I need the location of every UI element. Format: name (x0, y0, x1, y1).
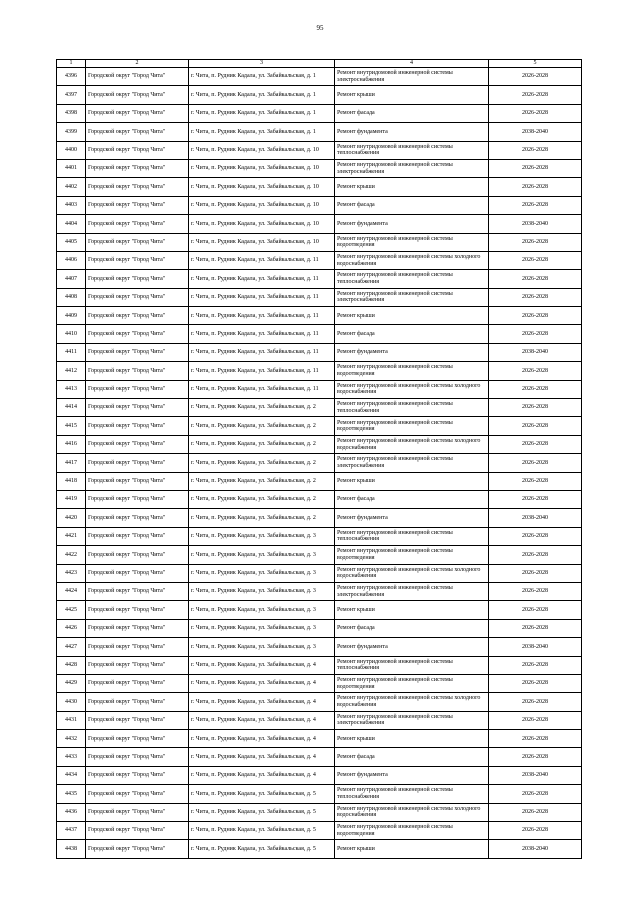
municipality-cell: Городской округ "Город Чита" (86, 159, 189, 177)
period-cell: 2026-2028 (489, 674, 582, 692)
work-type-cell: Ремонт внутридомовой инженерной системы электроснабжения (335, 68, 489, 86)
work-type-cell: Ремонт внутридомовой инженерной системы теплоснабжения (335, 785, 489, 803)
row-number-cell: 4437 (57, 822, 86, 840)
table-row (57, 674, 582, 692)
period-cell: 2026-2028 (489, 141, 582, 159)
work-type-cell: Ремонт внутридомовой инженерной системы электроснабжения (335, 288, 489, 306)
row-number-cell: 4438 (57, 840, 86, 858)
municipality-cell: Городской округ "Город Чита" (86, 619, 189, 637)
row-number-cell: 4426 (57, 619, 86, 637)
municipality-cell: Городской округ "Город Чита" (86, 435, 189, 453)
municipality-cell: Городской округ "Город Чита" (86, 123, 189, 141)
row-number-cell: 4396 (57, 68, 86, 86)
row-number-cell: 4415 (57, 417, 86, 435)
row-number-cell: 4432 (57, 730, 86, 748)
row-number-cell: 4416 (57, 435, 86, 453)
row-number-cell: 4402 (57, 178, 86, 196)
column-number-header: 1 (57, 60, 86, 68)
row-number-cell: 4399 (57, 123, 86, 141)
work-type-cell: Ремонт внутридомовой инженерной системы теплоснабжения (335, 399, 489, 417)
municipality-cell: Городской округ "Город Чита" (86, 380, 189, 398)
table-row (57, 766, 582, 784)
municipality-cell: Городской округ "Город Чита" (86, 196, 189, 214)
municipality-cell: Городской округ "Город Чита" (86, 178, 189, 196)
address-cell: г. Чита, п. Рудник Кадала, ул. Забайкальская, д. 4 (189, 711, 335, 729)
period-cell: 2038-2040 (489, 840, 582, 858)
work-type-cell: Ремонт крыши (335, 601, 489, 619)
municipality-cell: Городской округ "Город Чита" (86, 656, 189, 674)
row-number-cell: 4435 (57, 785, 86, 803)
period-cell: 2026-2028 (489, 803, 582, 821)
work-type-cell: Ремонт внутридомовой инженерной системы водоотведения (335, 546, 489, 564)
period-header: 5 (489, 60, 582, 68)
period-cell: 2038-2040 (489, 343, 582, 361)
row-number-cell: 4423 (57, 564, 86, 582)
period-cell: 2026-2028 (489, 288, 582, 306)
work-type-cell: Ремонт фасада (335, 196, 489, 214)
address-cell: г. Чита, п. Рудник Кадала, ул. Забайкальская, д. 4 (189, 730, 335, 748)
row-number-cell: 4417 (57, 454, 86, 472)
address-cell: г. Чита, п. Рудник Кадала, ул. Забайкальская, д. 1 (189, 68, 335, 86)
municipality-cell: Городской округ "Город Чита" (86, 490, 189, 508)
municipality-cell: Городской округ "Город Чита" (86, 454, 189, 472)
address-cell: г. Чита, п. Рудник Кадала, ул. Забайкальская, д. 3 (189, 619, 335, 637)
table-row (57, 546, 582, 564)
address-cell: г. Чита, п. Рудник Кадала, ул. Забайкальская, д. 2 (189, 417, 335, 435)
period-cell: 2038-2040 (489, 123, 582, 141)
period-cell: 2026-2028 (489, 527, 582, 545)
address-cell: г. Чита, п. Рудник Кадала, ул. Забайкальская, д. 11 (189, 325, 335, 343)
table-body (57, 68, 582, 859)
address-cell: г. Чита, п. Рудник Кадала, ул. Забайкальская, д. 2 (189, 509, 335, 527)
period-cell: 2026-2028 (489, 601, 582, 619)
work-type-cell: Ремонт внутридомовой инженерной системы холодного водоснабжения (335, 435, 489, 453)
address-cell: г. Чита, п. Рудник Кадала, ул. Забайкальская, д. 1 (189, 104, 335, 122)
municipality-cell: Городской округ "Город Чита" (86, 803, 189, 821)
table-row (57, 343, 582, 361)
table-row (57, 325, 582, 343)
address-cell: г. Чита, п. Рудник Кадала, ул. Забайкальская, д. 3 (189, 582, 335, 600)
table-row (57, 564, 582, 582)
municipality-cell: Городской округ "Город Чита" (86, 343, 189, 361)
period-cell: 2026-2028 (489, 399, 582, 417)
period-cell: 2026-2028 (489, 656, 582, 674)
period-cell: 2038-2040 (489, 638, 582, 656)
period-cell: 2026-2028 (489, 472, 582, 490)
row-number-cell: 4400 (57, 141, 86, 159)
work-type-cell: Ремонт фасада (335, 748, 489, 766)
address-cell: г. Чита, п. Рудник Кадала, ул. Забайкальская, д. 2 (189, 490, 335, 508)
table-row (57, 490, 582, 508)
table-row (57, 178, 582, 196)
address-cell: г. Чита, п. Рудник Кадала, ул. Забайкальская, д. 4 (189, 656, 335, 674)
address-cell: г. Чита, п. Рудник Кадала, ул. Забайкальская, д. 10 (189, 233, 335, 251)
work-type-cell: Ремонт фасада (335, 619, 489, 637)
period-cell: 2038-2040 (489, 509, 582, 527)
address-cell: г. Чита, п. Рудник Кадала, ул. Забайкальская, д. 1 (189, 86, 335, 104)
municipality-cell: Городской округ "Город Чита" (86, 472, 189, 490)
municipality-cell: Городской округ "Город Чита" (86, 822, 189, 840)
municipality-cell: Городской округ "Город Чита" (86, 215, 189, 233)
municipality-cell: Городской округ "Город Чита" (86, 233, 189, 251)
table-row (57, 215, 582, 233)
address-header: 3 (189, 60, 335, 68)
period-cell: 2026-2028 (489, 435, 582, 453)
table-row (57, 656, 582, 674)
address-cell: г. Чита, п. Рудник Кадала, ул. Забайкальская, д. 10 (189, 141, 335, 159)
work-type-cell: Ремонт внутридомовой инженерной системы теплоснабжения (335, 141, 489, 159)
municipality-cell: Городской округ "Город Чита" (86, 288, 189, 306)
row-number-cell: 4407 (57, 270, 86, 288)
work-type-cell: Ремонт внутридомовой инженерной системы теплоснабжения (335, 527, 489, 545)
work-type-cell: Ремонт внутридомовой инженерной системы холодного водоснабжения (335, 251, 489, 269)
table-row (57, 711, 582, 729)
period-cell: 2026-2028 (489, 68, 582, 86)
address-cell: г. Чита, п. Рудник Кадала, ул. Забайкальская, д. 11 (189, 251, 335, 269)
table-row (57, 454, 582, 472)
period-cell: 2026-2028 (489, 546, 582, 564)
address-cell: г. Чита, п. Рудник Кадала, ул. Забайкальская, д. 2 (189, 399, 335, 417)
work-type-cell: Ремонт внутридомовой инженерной системы водоотведения (335, 674, 489, 692)
table-row (57, 196, 582, 214)
address-cell: г. Чита, п. Рудник Кадала, ул. Забайкальская, д. 4 (189, 766, 335, 784)
municipality-cell: Городской округ "Город Чита" (86, 104, 189, 122)
table-row (57, 159, 582, 177)
table-row (57, 123, 582, 141)
period-cell: 2026-2028 (489, 233, 582, 251)
address-cell: г. Чита, п. Рудник Кадала, ул. Забайкальская, д. 11 (189, 270, 335, 288)
work-type-cell: Ремонт внутридомовой инженерной системы электроснабжения (335, 711, 489, 729)
row-number-cell: 4398 (57, 104, 86, 122)
period-cell: 2026-2028 (489, 730, 582, 748)
table-row (57, 582, 582, 600)
municipality-cell: Городской округ "Город Чита" (86, 417, 189, 435)
work-type-cell: Ремонт фундамента (335, 343, 489, 361)
period-cell: 2026-2028 (489, 785, 582, 803)
address-cell: г. Чита, п. Рудник Кадала, ул. Забайкальская, д. 5 (189, 822, 335, 840)
address-cell: г. Чита, п. Рудник Кадала, ул. Забайкальская, д. 2 (189, 454, 335, 472)
work-type-cell: Ремонт крыши (335, 86, 489, 104)
period-cell: 2026-2028 (489, 711, 582, 729)
address-cell: г. Чита, п. Рудник Кадала, ул. Забайкальская, д. 3 (189, 638, 335, 656)
table-row (57, 362, 582, 380)
table-row (57, 288, 582, 306)
municipality-header: 2 (86, 60, 189, 68)
address-cell: г. Чита, п. Рудник Кадала, ул. Забайкальская, д. 4 (189, 693, 335, 711)
address-cell: г. Чита, п. Рудник Кадала, ул. Забайкальская, д. 5 (189, 785, 335, 803)
address-cell: г. Чита, п. Рудник Кадала, ул. Забайкальская, д. 11 (189, 362, 335, 380)
row-number-cell: 4424 (57, 582, 86, 600)
period-cell: 2026-2028 (489, 251, 582, 269)
table-row (57, 748, 582, 766)
period-cell: 2026-2028 (489, 307, 582, 325)
work-type-cell: Ремонт внутридомовой инженерной системы водоотведения (335, 417, 489, 435)
address-cell: г. Чита, п. Рудник Кадала, ул. Забайкальская, д. 3 (189, 601, 335, 619)
address-cell: г. Чита, п. Рудник Кадала, ул. Забайкальская, д. 5 (189, 840, 335, 858)
work-type-cell: Ремонт внутридомовой инженерной системы холодного водоснабжения (335, 803, 489, 821)
work-type-cell: Ремонт крыши (335, 730, 489, 748)
row-number-cell: 4397 (57, 86, 86, 104)
row-number-cell: 4401 (57, 159, 86, 177)
table-row (57, 693, 582, 711)
row-number-cell: 4406 (57, 251, 86, 269)
period-cell: 2026-2028 (489, 86, 582, 104)
work-type-cell: Ремонт внутридомовой инженерной системы электроснабжения (335, 159, 489, 177)
address-cell: г. Чита, п. Рудник Кадала, ул. Забайкальская, д. 11 (189, 307, 335, 325)
address-cell: г. Чита, п. Рудник Кадала, ул. Забайкальская, д. 1 (189, 123, 335, 141)
work-type-cell: Ремонт внутридомовой инженерной системы холодного водоснабжения (335, 380, 489, 398)
period-cell: 2026-2028 (489, 490, 582, 508)
work-type-cell: Ремонт фундамента (335, 123, 489, 141)
row-number-cell: 4430 (57, 693, 86, 711)
period-cell: 2026-2028 (489, 693, 582, 711)
municipality-cell: Городской округ "Город Чита" (86, 307, 189, 325)
address-cell: г. Чита, п. Рудник Кадала, ул. Забайкальская, д. 2 (189, 435, 335, 453)
table-row (57, 527, 582, 545)
table-row (57, 141, 582, 159)
municipality-cell: Городской округ "Город Чита" (86, 766, 189, 784)
municipality-cell: Городской округ "Город Чита" (86, 141, 189, 159)
row-number-cell: 4405 (57, 233, 86, 251)
work-type-cell: Ремонт фундамента (335, 509, 489, 527)
period-cell: 2026-2028 (489, 619, 582, 637)
work-type-cell: Ремонт крыши (335, 472, 489, 490)
table-row (57, 233, 582, 251)
address-cell: г. Чита, п. Рудник Кадала, ул. Забайкальская, д. 5 (189, 803, 335, 821)
address-cell: г. Чита, п. Рудник Кадала, ул. Забайкальская, д. 4 (189, 674, 335, 692)
table-row (57, 785, 582, 803)
work-type-cell: Ремонт фундамента (335, 766, 489, 784)
table-row (57, 638, 582, 656)
row-number-cell: 4429 (57, 674, 86, 692)
row-number-cell: 4433 (57, 748, 86, 766)
row-number-cell: 4404 (57, 215, 86, 233)
row-number-cell: 4403 (57, 196, 86, 214)
table-row (57, 803, 582, 821)
municipality-cell: Городской округ "Город Чита" (86, 68, 189, 86)
period-cell: 2038-2040 (489, 766, 582, 784)
row-number-cell: 4425 (57, 601, 86, 619)
work-type-cell: Ремонт внутридомовой инженерной системы холодного водоснабжения (335, 564, 489, 582)
capital-repair-table (56, 59, 582, 859)
row-number-cell: 4420 (57, 509, 86, 527)
row-number-cell: 4412 (57, 362, 86, 380)
table-row (57, 251, 582, 269)
work-type-cell: Ремонт внутридомовой инженерной системы водоотведения (335, 822, 489, 840)
table-row (57, 509, 582, 527)
period-cell: 2026-2028 (489, 748, 582, 766)
page-number: 95 (316, 24, 324, 32)
table-row (57, 104, 582, 122)
municipality-cell: Городской округ "Город Чита" (86, 270, 189, 288)
address-cell: г. Чита, п. Рудник Кадала, ул. Забайкальская, д. 10 (189, 196, 335, 214)
table-row (57, 68, 582, 86)
work-type-header: 4 (335, 60, 489, 68)
work-type-cell: Ремонт крыши (335, 840, 489, 858)
table-row (57, 86, 582, 104)
address-cell: г. Чита, п. Рудник Кадала, ул. Забайкальская, д. 11 (189, 288, 335, 306)
row-number-cell: 4422 (57, 546, 86, 564)
row-number-cell: 4428 (57, 656, 86, 674)
address-cell: г. Чита, п. Рудник Кадала, ул. Забайкальская, д. 11 (189, 343, 335, 361)
work-type-cell: Ремонт внутридомовой инженерной системы теплоснабжения (335, 656, 489, 674)
work-type-cell: Ремонт внутридомовой инженерной системы теплоснабжения (335, 270, 489, 288)
municipality-cell: Городской округ "Город Чита" (86, 325, 189, 343)
municipality-cell: Городской округ "Город Чита" (86, 546, 189, 564)
municipality-cell: Городской округ "Город Чита" (86, 509, 189, 527)
address-cell: г. Чита, п. Рудник Кадала, ул. Забайкальская, д. 10 (189, 178, 335, 196)
municipality-cell: Городской округ "Город Чита" (86, 730, 189, 748)
row-number-cell: 4436 (57, 803, 86, 821)
work-type-cell: Ремонт фасада (335, 325, 489, 343)
address-cell: г. Чита, п. Рудник Кадала, ул. Забайкальская, д. 3 (189, 564, 335, 582)
municipality-cell: Городской округ "Город Чита" (86, 638, 189, 656)
municipality-cell: Городской округ "Город Чита" (86, 564, 189, 582)
municipality-cell: Городской округ "Город Чита" (86, 527, 189, 545)
header-row (57, 60, 582, 68)
row-number-cell: 4413 (57, 380, 86, 398)
table-row (57, 601, 582, 619)
period-cell: 2026-2028 (489, 380, 582, 398)
period-cell: 2026-2028 (489, 362, 582, 380)
row-number-cell: 4421 (57, 527, 86, 545)
table-row (57, 307, 582, 325)
period-cell: 2026-2028 (489, 270, 582, 288)
table-row (57, 619, 582, 637)
address-cell: г. Чита, п. Рудник Кадала, ул. Забайкальская, д. 10 (189, 215, 335, 233)
period-cell: 2026-2028 (489, 104, 582, 122)
municipality-cell: Городской округ "Город Чита" (86, 711, 189, 729)
address-cell: г. Чита, п. Рудник Кадала, ул. Забайкальская, д. 4 (189, 748, 335, 766)
municipality-cell: Городской округ "Город Чита" (86, 582, 189, 600)
address-cell: г. Чита, п. Рудник Кадала, ул. Забайкальская, д. 10 (189, 159, 335, 177)
table-row (57, 399, 582, 417)
work-type-cell: Ремонт крыши (335, 307, 489, 325)
row-number-cell: 4431 (57, 711, 86, 729)
work-type-cell: Ремонт внутридомовой инженерной системы водоотведения (335, 233, 489, 251)
work-type-cell: Ремонт фасада (335, 490, 489, 508)
table-row (57, 822, 582, 840)
row-number-cell: 4434 (57, 766, 86, 784)
municipality-cell: Городской округ "Город Чита" (86, 601, 189, 619)
period-cell: 2026-2028 (489, 564, 582, 582)
period-cell: 2026-2028 (489, 325, 582, 343)
row-number-cell: 4418 (57, 472, 86, 490)
row-number-cell: 4419 (57, 490, 86, 508)
row-number-cell: 4411 (57, 343, 86, 361)
municipality-cell: Городской округ "Город Чита" (86, 693, 189, 711)
table-row (57, 435, 582, 453)
municipality-cell: Городской округ "Город Чита" (86, 399, 189, 417)
address-cell: г. Чита, п. Рудник Кадала, ул. Забайкальская, д. 3 (189, 527, 335, 545)
work-type-cell: Ремонт фасада (335, 104, 489, 122)
table-row (57, 472, 582, 490)
address-cell: г. Чита, п. Рудник Кадала, ул. Забайкальская, д. 11 (189, 380, 335, 398)
row-number-cell: 4414 (57, 399, 86, 417)
work-type-cell: Ремонт внутридомовой инженерной системы холодного водоснабжения (335, 693, 489, 711)
period-cell: 2038-2040 (489, 215, 582, 233)
period-cell: 2026-2028 (489, 159, 582, 177)
table-row (57, 730, 582, 748)
work-type-cell: Ремонт внутридомовой инженерной системы водоотведения (335, 362, 489, 380)
municipality-cell: Городской округ "Город Чита" (86, 748, 189, 766)
municipality-cell: Городской округ "Город Чита" (86, 362, 189, 380)
period-cell: 2026-2028 (489, 582, 582, 600)
municipality-cell: Городской округ "Город Чита" (86, 86, 189, 104)
period-cell: 2026-2028 (489, 417, 582, 435)
row-number-cell: 4409 (57, 307, 86, 325)
work-type-cell: Ремонт фундамента (335, 638, 489, 656)
work-type-cell: Ремонт внутридомовой инженерной системы электроснабжения (335, 454, 489, 472)
address-cell: г. Чита, п. Рудник Кадала, ул. Забайкальская, д. 3 (189, 546, 335, 564)
period-cell: 2026-2028 (489, 178, 582, 196)
table-row (57, 840, 582, 858)
work-type-cell: Ремонт фундамента (335, 215, 489, 233)
row-number-cell: 4410 (57, 325, 86, 343)
table-row (57, 380, 582, 398)
municipality-cell: Городской округ "Город Чита" (86, 785, 189, 803)
table-row (57, 417, 582, 435)
municipality-cell: Городской округ "Город Чита" (86, 674, 189, 692)
address-cell: г. Чита, п. Рудник Кадала, ул. Забайкальская, д. 2 (189, 472, 335, 490)
period-cell: 2026-2028 (489, 196, 582, 214)
period-cell: 2026-2028 (489, 822, 582, 840)
row-number-cell: 4408 (57, 288, 86, 306)
work-type-cell: Ремонт крыши (335, 178, 489, 196)
work-type-cell: Ремонт внутридомовой инженерной системы электроснабжения (335, 582, 489, 600)
row-number-cell: 4427 (57, 638, 86, 656)
period-cell: 2026-2028 (489, 454, 582, 472)
municipality-cell: Городской округ "Город Чита" (86, 840, 189, 858)
municipality-cell: Городской округ "Город Чита" (86, 251, 189, 269)
table-row (57, 270, 582, 288)
